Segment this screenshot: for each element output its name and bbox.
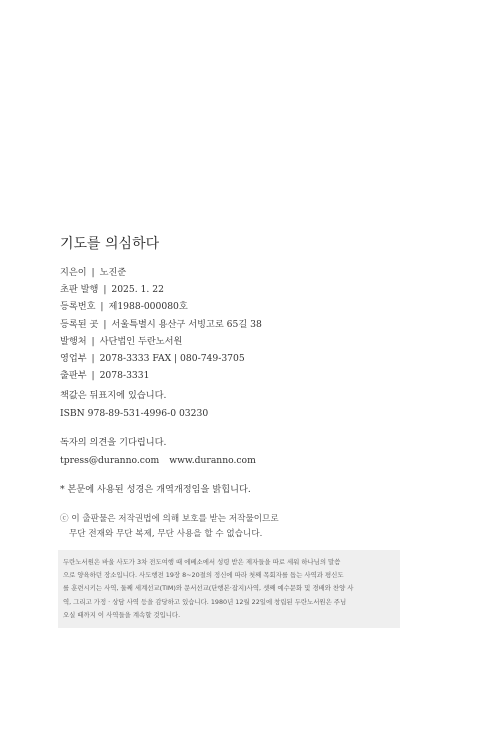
info-row-editorial: 출판부 | 2078-3331 [60,370,150,382]
info-label: 등록번호 [60,301,96,313]
info-label: 지은이 [60,267,87,278]
price-isbn-block [60,387,208,422]
about-line: 를 훈련시키는 사역, 둘째 세계선교(TIM)와 문서선교(단행본·잡지)사역, 셋째 예수문화 및 경배와 찬양 사 [63,584,354,593]
publisher-about-box [58,550,400,628]
price-note: 책값은 뒤표지에 있습니다. [60,390,167,401]
info-label: 등록된 곳 [60,318,99,330]
info-row-first-edition: 초판 발행 | 2025. 1. 22 [60,284,164,296]
reader-note: 독자의 의견을 기다립니다. [60,437,167,448]
isbn: ISBN 978-89-531-4996-0 03230 [60,407,209,419]
info-value: 제1988-000080호 [108,301,188,313]
info-row-sales: 영업부 | 2078-3333 FAX | 080-749-3705 [60,353,245,365]
info-value: 2078-3331 [99,370,150,382]
info-label: 초판 발행 [60,284,99,296]
info-row-author: 지은이 | 노진준 [60,267,127,278]
info-value: 사단법인 두란노서원 [99,335,183,347]
email-link[interactable]: tpress@duranno.com [60,454,160,466]
info-row-registration-number: 등록번호 | 제1988-000080호 [60,301,188,313]
about-line: 역, 그리고 가정 · 상담 사역 등을 감당하고 있습니다. 1980년 12월 22일에 창립된 두란노서원은 주님 [63,597,347,606]
info-row-publisher: 발행처 | 사단법인 두란노서원 [60,335,183,347]
info-label: 영업부 [60,353,87,365]
info-row-registered-address: 등록된 곳 | 서울특별시 용산구 서빙고로 65길 38 [60,318,262,330]
info-label: 출판부 [60,370,87,382]
info-value: 2078-3333 FAX | 080-749-3705 [99,353,245,365]
about-line: 두란노서원은 바울 사도가 3차 전도여행 때 에베소에서 성령 받은 제자들을 따로 세워 하나님의 말씀 [63,558,341,566]
website-link[interactable]: www.duranno.com [169,454,256,466]
contact-block [60,434,256,469]
copyright-notice [60,512,279,541]
about-line: 으로 양육하던 장소입니다. 사도행전 19장 8~20절의 정신에 따라 첫째 목회자를 돕는 사역과 평신도 [63,571,344,580]
contact-links [60,452,256,470]
info-value: 서울특별시 용산구 서빙고로 65길 38 [111,318,262,330]
publication-info [60,264,262,384]
copyright-line: 무단 전재와 무단 복제, 무단 사용을 할 수 없습니다. [69,528,263,539]
book-title: 기도를 의심하다 [60,236,160,252]
info-value: 노진준 [99,267,127,278]
copyright-line: ⓒ 이 출판물은 저작권법에 의해 보호를 받는 저작물이므로 [60,514,279,524]
info-value: 2025. 1. 22 [111,284,164,296]
info-label: 발행처 [60,335,87,347]
scripture-note: * 본문에 사용된 성경은 개역개정임을 밝힙니다. [60,484,251,495]
about-line: 오실 때까지 이 사역들을 계속할 것입니다. [63,610,181,619]
